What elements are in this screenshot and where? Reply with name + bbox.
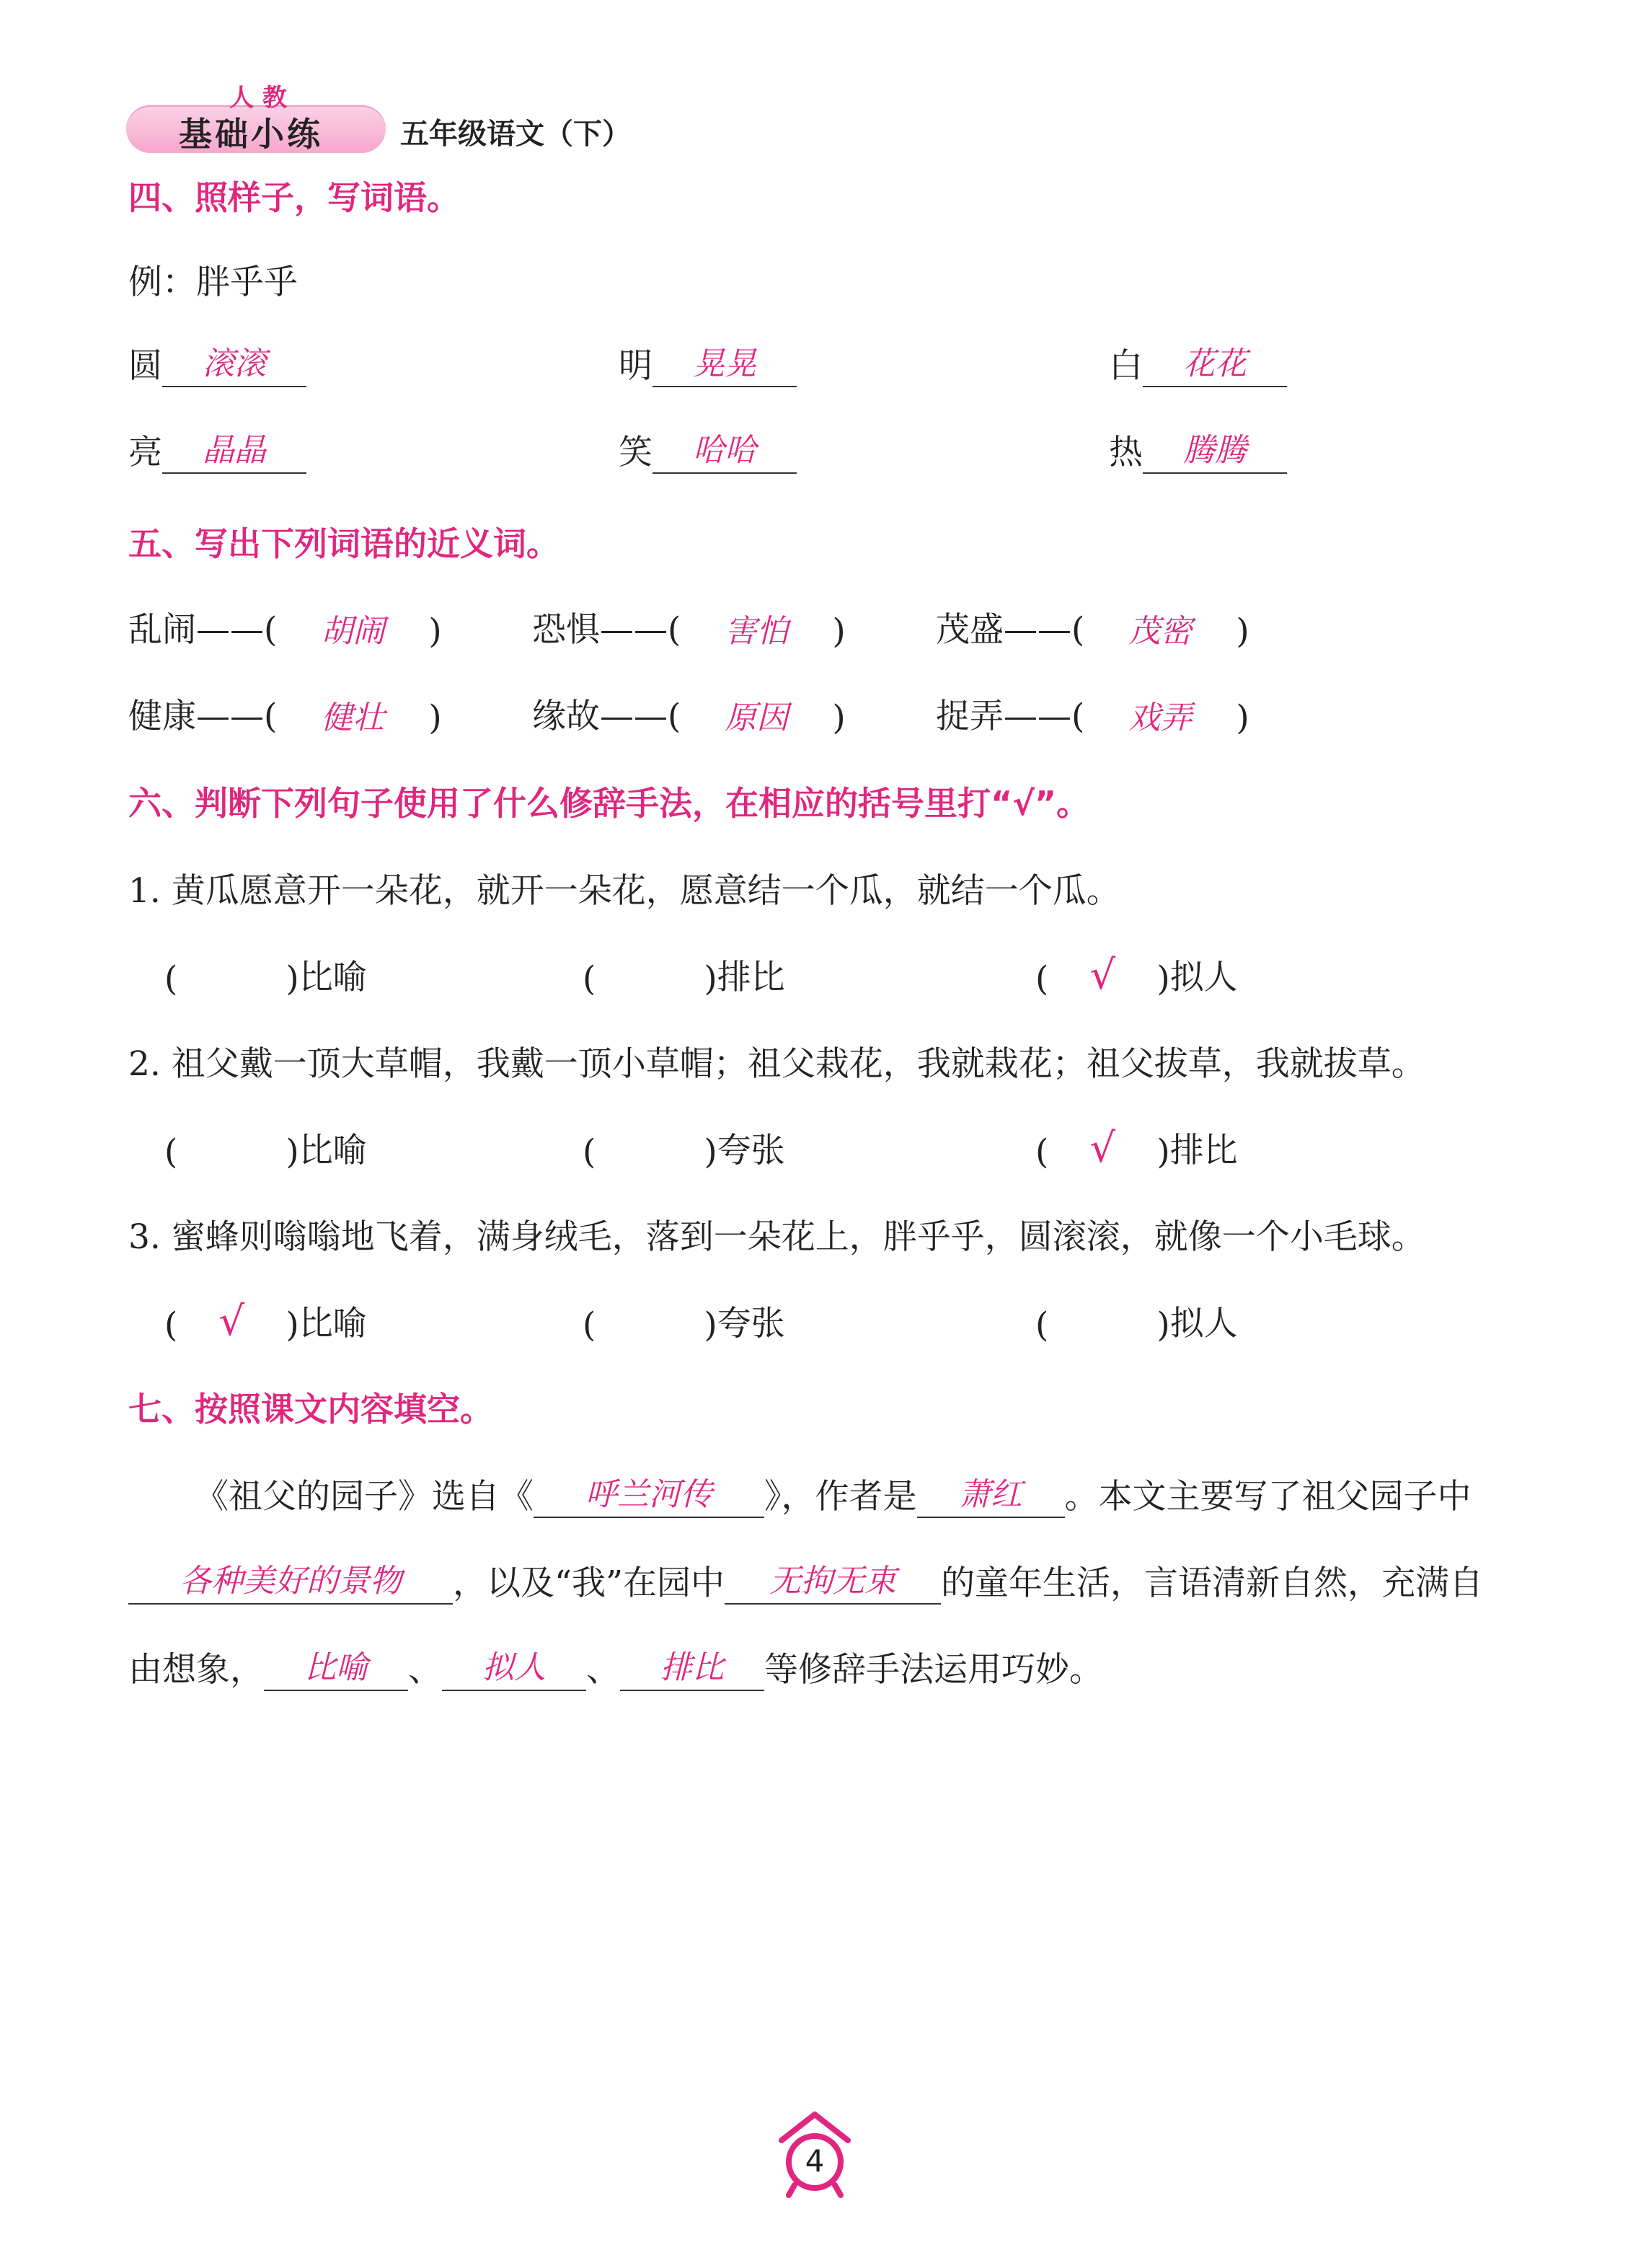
paren-open: ( — [1035, 959, 1049, 999]
paren-close: ) — [286, 1305, 299, 1345]
answer-blank — [264, 1648, 408, 1691]
option-label: 比喻 — [298, 958, 367, 997]
answer-text: 呼兰河传 — [585, 1476, 712, 1513]
option — [164, 1124, 367, 1172]
answer-blank — [652, 344, 797, 387]
option — [164, 950, 367, 999]
paren-close: ) — [286, 959, 299, 999]
answer-blank — [1143, 431, 1287, 474]
answer-text: 排比 — [660, 1649, 724, 1686]
paren-close: ) — [1156, 1132, 1170, 1172]
option — [583, 1124, 785, 1172]
paren-open: ( — [164, 1305, 178, 1345]
paren-close: ) — [428, 698, 442, 738]
option — [583, 1297, 785, 1345]
answer-text: 萧红 — [959, 1476, 1022, 1513]
synonym-answer: 茂密 — [1128, 613, 1193, 650]
question-2-text: 2. 祖父戴一顶大草帽，我戴一顶小草帽；祖父栽花，我就栽花；祖父拔草，我就拔草。 — [128, 1044, 1425, 1084]
paren-open: ( — [164, 1132, 178, 1172]
paren-close: ) — [286, 1132, 299, 1172]
check-box[interactable]: √ — [1089, 952, 1116, 999]
word-item — [619, 339, 797, 387]
option-label: 夸张 — [717, 1304, 785, 1343]
fill-text: 的童年生活，言语清新自然，充满自 — [941, 1563, 1484, 1603]
paren-close: ) — [704, 1132, 717, 1172]
header-series-title: 基础小练 — [179, 115, 323, 154]
synonym-word: 缘故——( — [532, 697, 681, 736]
paren-close: ) — [428, 612, 442, 651]
paren-close: ) — [832, 698, 846, 738]
option-label: 比喻 — [298, 1304, 367, 1343]
fill-text: 由想象， — [128, 1650, 264, 1690]
answer-text: 各种美好的景物 — [180, 1563, 402, 1599]
synonym-item — [936, 603, 1249, 651]
answer-text: 滚滚 — [203, 345, 266, 382]
answer-blank — [917, 1475, 1065, 1518]
section-4-title: 四、照样子，写词语。 — [128, 178, 460, 217]
option-label: 排比 — [717, 958, 785, 997]
option — [583, 950, 785, 999]
synonym-answer: 胡闹 — [321, 613, 385, 650]
answer-blank — [1143, 344, 1287, 387]
word-item — [128, 425, 306, 474]
synonym-item — [936, 689, 1249, 738]
word-prefix: 圆 — [128, 346, 162, 386]
fill-text: 等修辞手法运用巧妙。 — [764, 1650, 1103, 1690]
answer-text: 晶晶 — [203, 432, 266, 469]
synonym-answer: 戏弄 — [1128, 700, 1193, 736]
option — [164, 1297, 367, 1345]
answer-text: 比喻 — [304, 1649, 368, 1686]
answer-blank — [162, 344, 306, 387]
synonym-item — [128, 603, 442, 651]
paren-close: ) — [704, 959, 717, 999]
answer-blank — [652, 431, 797, 474]
answer-text: 无拘无束 — [769, 1563, 897, 1599]
answer-blank — [442, 1648, 586, 1691]
synonym-item — [128, 689, 442, 738]
synonym-answer: 原因 — [725, 700, 789, 736]
fill-text: 《祖父的园子》选自《 — [195, 1477, 534, 1517]
synonym-word: 恐惧——( — [532, 610, 681, 650]
option-label: 排比 — [1169, 1131, 1238, 1170]
answer-text: 花花 — [1183, 345, 1247, 382]
fill-text: 》，作者是 — [764, 1477, 917, 1517]
word-prefix: 热 — [1109, 433, 1143, 472]
synonym-item — [532, 603, 846, 651]
fill-text: ，以及“我”在园中 — [453, 1563, 725, 1603]
fill-line-3 — [128, 1643, 1103, 1691]
synonym-item — [532, 689, 846, 738]
word-prefix: 笑 — [619, 433, 652, 472]
word-prefix: 白 — [1109, 346, 1143, 386]
section-5-title: 五、写出下列词语的近义词。 — [128, 524, 559, 563]
fill-text: 。本文主要写了祖父园子中 — [1064, 1477, 1472, 1517]
synonym-word: 健康——( — [128, 697, 278, 736]
answer-text: 晃晃 — [693, 345, 756, 382]
word-prefix: 亮 — [128, 433, 162, 472]
synonym-answer: 害怕 — [725, 613, 789, 650]
answer-text: 腾腾 — [1183, 432, 1247, 469]
word-prefix: 明 — [619, 346, 652, 386]
section-6-title: 六、判断下列句子使用了什么修辞手法，在相应的括号里打“√”。 — [128, 784, 1090, 823]
word-item — [619, 425, 797, 474]
option-label: 拟人 — [1169, 1304, 1238, 1343]
word-item — [1109, 339, 1287, 387]
synonym-word: 捉弄——( — [936, 697, 1085, 736]
paren-open: ( — [1035, 1132, 1049, 1172]
option — [1035, 1297, 1238, 1345]
paren-close: ) — [1156, 959, 1170, 999]
option-label: 夸张 — [717, 1131, 785, 1170]
section-4-example: 例：胖乎乎 — [128, 262, 298, 302]
fill-line-2 — [128, 1556, 1483, 1605]
fill-text: 、 — [586, 1650, 620, 1690]
synonym-word: 乱闹——( — [128, 610, 278, 650]
page-number: 4 — [805, 2143, 825, 2179]
paren-close: ) — [704, 1305, 717, 1345]
paren-close: ) — [1236, 612, 1249, 651]
synonym-word: 茂盛——( — [936, 610, 1085, 650]
fill-text: 、 — [408, 1650, 442, 1690]
answer-blank — [620, 1648, 764, 1691]
paren-close: ) — [1156, 1305, 1170, 1345]
word-item — [128, 339, 306, 387]
paren-open: ( — [583, 1132, 596, 1172]
paren-close: ) — [1236, 698, 1249, 738]
answer-blank — [725, 1561, 941, 1605]
answer-text: 哈哈 — [693, 432, 756, 469]
synonym-answer: 健壮 — [321, 700, 385, 736]
paren-open: ( — [164, 959, 178, 999]
paren-close: ) — [832, 612, 846, 651]
option-label: 比喻 — [298, 1131, 367, 1170]
header-grade-subject: 五年级语文（下） — [400, 118, 631, 151]
fill-line-1 — [195, 1470, 1472, 1518]
option — [1035, 950, 1238, 999]
answer-blank — [128, 1561, 453, 1605]
word-item — [1109, 425, 1287, 474]
check-box[interactable]: √ — [1089, 1125, 1116, 1172]
paren-open: ( — [583, 1305, 596, 1345]
question-1-text: 1. 黄瓜愿意开一朵花，就开一朵花，愿意结一个瓜，就结一个瓜。 — [128, 871, 1120, 911]
question-3-text: 3. 蜜蜂则嗡嗡地飞着，满身绒毛，落到一朵花上，胖乎乎，圆滚滚，就像一个小毛球。 — [128, 1217, 1425, 1257]
answer-text: 拟人 — [482, 1649, 546, 1686]
paren-open: ( — [1035, 1305, 1049, 1345]
option — [1035, 1124, 1238, 1172]
section-7-title: 七、按照课文内容填空。 — [128, 1390, 493, 1429]
answer-blank — [162, 431, 306, 474]
header-publisher-tag: 人 教 — [229, 84, 287, 112]
paren-open: ( — [583, 959, 596, 999]
check-box[interactable]: √ — [218, 1298, 245, 1345]
option-label: 拟人 — [1169, 958, 1238, 997]
answer-blank — [534, 1475, 764, 1518]
